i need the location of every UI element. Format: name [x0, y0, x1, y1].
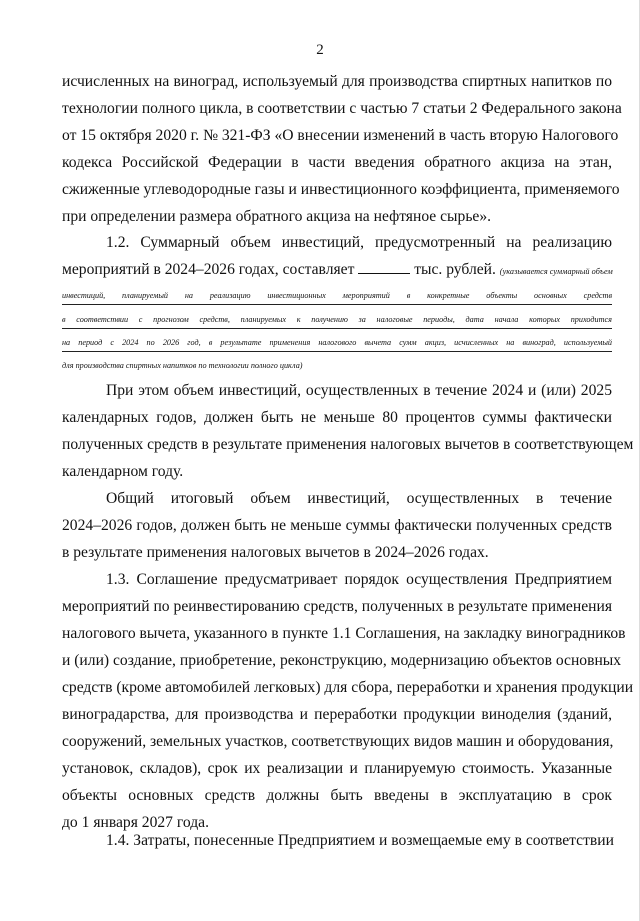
text-line: календарном году. — [62, 463, 184, 480]
text-line: в результате применения налоговых вычетов в 2024–2026 годах. — [62, 544, 489, 561]
paragraph-total-investments — [62, 485, 612, 566]
footnote-line: на период с 2024 по 2026 год, в результате применения налогового вычета сумм акциз, исчисленных на виноград, используемый — [62, 338, 612, 352]
text-line: 1.2. Суммарный объем инвестиций, предусмотренный на реализацию — [106, 234, 612, 251]
text-line: до 1 января 2027 года. — [62, 814, 209, 831]
text-line: календарных годов, должен быть не меньше 80 процентов суммы фактически — [62, 409, 612, 426]
page-number: 2 — [316, 42, 324, 58]
footnote-line: инвестиций, планируемый на реализацию инвестиционных мероприятий в конкретные объекты основных средств — [62, 291, 612, 305]
text-line: 1.3. Соглашение предусматривает порядок осуществления Предприятием — [106, 571, 612, 588]
text-line: объекты основных средств должны быть введены в эксплуатацию в срок — [62, 787, 612, 804]
amount-blank — [358, 259, 410, 274]
text-line: от 15 октября 2020 г. № 321-ФЗ «О внесении изменений в часть вторую Налогового — [62, 127, 619, 144]
text-line: налогового вычета, указанного в пункте 1.1 Соглашения, на закладку виноградников — [62, 625, 626, 642]
paragraph-continuation — [62, 68, 622, 230]
clause-1-2-unit: тыс. рублей. — [414, 261, 496, 278]
text-line: мероприятий по реинвестированию средств, полученных в результате применения — [62, 598, 612, 615]
text-line: виноградарства, для производства и переработки продукции виноделия (зданий, — [62, 706, 612, 723]
text-line: исчисленных на виноград, используемый для производства спиртных напитков по — [62, 73, 612, 90]
text-line: Общий итоговый объем инвестиций, осуществленных в течение — [106, 490, 612, 507]
text-line: установок, складов), срок их реализации и планируемую стоимость. Указанные — [62, 760, 612, 777]
text-line: и (или) создание, приобретение, реконструкцию, модернизацию объектов основных — [62, 652, 622, 669]
clause-1-2 — [62, 229, 612, 283]
footnote-start: (указывается суммарный объем — [499, 267, 613, 276]
text-line: кодекса Российской Федерации в части введения обратного акциза на этан, — [62, 154, 612, 171]
footnote-line: в соответствии с прогнозом средств, планируемых к получению за налоговые периоды, дата начала которых приходится — [62, 315, 612, 329]
text-line: При этом объем инвестиций, осуществленных в течение 2024 и (или) 2025 — [106, 382, 612, 399]
text-line: при определении размера обратного акциза на нефтяное сырье». — [62, 208, 492, 225]
clause-1-4 — [62, 827, 612, 854]
text-line: полученных средств в результате применения налоговых вычетов в соответствующем — [62, 436, 634, 453]
text-line — [62, 256, 612, 283]
text-line: сооружений, земельных участков, соответствующих видов машин и оборудования, — [62, 733, 614, 750]
text-line: средств (кроме автомобилей легковых) для сбора, переработки и хранения продукции — [62, 679, 634, 696]
text-line: 1.4. Затраты, понесенные Предприятием и возмещаемые ему в соответствии — [106, 832, 614, 849]
clause-1-2-text: мероприятий в 2024–2026 годах, составляет — [62, 261, 355, 278]
clause-1-3 — [62, 566, 634, 836]
text-line: технологии полного цикла, в соответствии с частью 7 статьи 2 Федерального закона — [62, 100, 622, 117]
text-line: 2024–2026 годов, должен быть не меньше суммы фактически полученных средств — [62, 517, 612, 534]
footnote-line: для производства спиртных напитков по технологии полного цикла) — [62, 361, 303, 370]
text-line: сжиженные углеводородные газы и инвестиционного коэффициента, применяемого — [62, 181, 620, 198]
paragraph-investments — [62, 377, 634, 485]
